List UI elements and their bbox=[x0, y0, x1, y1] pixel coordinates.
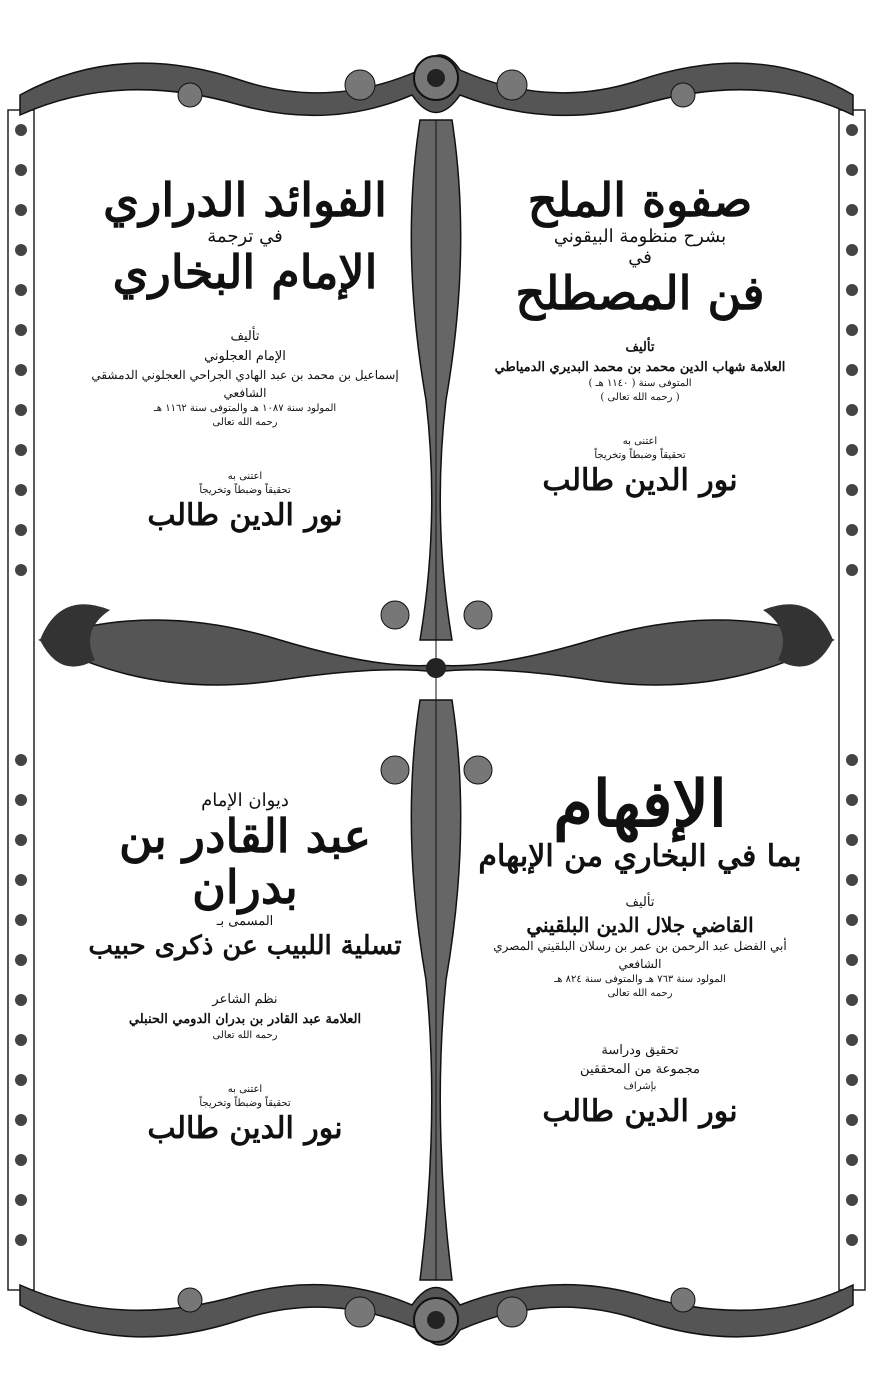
author-full-name: إسماعيل بن محمد بن عبد الهادي الجراحي العجلوني الدمشقي الشافعي bbox=[91, 368, 399, 401]
care-label: اعتنى به bbox=[227, 1084, 263, 1096]
named-label: المسمى بـ bbox=[216, 914, 274, 930]
author-dates: المولود سنة ١٠٨٧ هـ والمتوفى سنة ١١٦٢ هـ bbox=[153, 403, 337, 415]
author-prayer: رحمه الله تعالى bbox=[607, 987, 673, 999]
book-pre-title: ديوان الإمام bbox=[201, 790, 289, 811]
poet-prayer: رحمه الله تعالى bbox=[212, 1030, 278, 1042]
book-title: عبد القادر بن بدران bbox=[118, 809, 372, 914]
editor-name: نور الدين طالب bbox=[542, 1093, 738, 1129]
supervision-label: بإشراف bbox=[623, 1080, 657, 1092]
author-dates: المولود سنة ٧٦٣ هـ والمتوفى سنة ٨٢٤ هـ bbox=[554, 973, 726, 985]
author-title: القاضي جلال الدين البلقيني bbox=[526, 912, 754, 937]
care-description: تحقيقاً وضبطاً وتخريجاً bbox=[594, 450, 686, 462]
author-full-name: العلامة شهاب الدين محمد بن محمد البديري الدمياطي bbox=[494, 359, 786, 375]
poet-full-name: العلامة عبد القادر بن بدران الدومي الحنبلي bbox=[128, 1011, 362, 1027]
study-label: تحقيق ودراسة bbox=[601, 1042, 679, 1058]
author-full-name: أبي الفضل عبد الرحمن بن عمر بن رسلان البلقيني المصري الشافعي bbox=[493, 938, 787, 971]
author-dates: المتوفى سنة ( ١١٤٠ هـ ) bbox=[588, 378, 692, 390]
book-panel-safwa bbox=[470, 175, 810, 498]
care-label: اعتنى به bbox=[622, 436, 658, 448]
title-connector: في bbox=[628, 246, 652, 268]
title-connector: في ترجمة bbox=[207, 225, 283, 247]
authorship-label: تأليف bbox=[625, 340, 655, 356]
authorship-label: تأليف bbox=[230, 329, 260, 345]
care-description: تحقيقاً وضبطاً وتخريجاً bbox=[199, 1098, 291, 1110]
author-prayer: ( رحمه الله تعالى ) bbox=[600, 392, 680, 404]
editor-name: نور الدين طالب bbox=[542, 463, 738, 499]
book-title: الفوائد الدراري bbox=[103, 173, 387, 227]
care-label: اعتنى به bbox=[227, 471, 263, 483]
care-description: تحقيقاً وضبطاً وتخريجاً bbox=[199, 485, 291, 497]
study-description: مجموعة من المحققين bbox=[580, 1062, 700, 1078]
book-subtitle: بشرح منظومة البيقوني bbox=[553, 225, 727, 247]
authorship-label: تأليف bbox=[625, 895, 655, 911]
book-panel-diwan bbox=[70, 790, 420, 1146]
book-title: الإفهام bbox=[553, 767, 727, 842]
book-subject: الإمام البخاري bbox=[112, 244, 378, 299]
editor-name: نور الدين طالب bbox=[147, 1111, 343, 1147]
book-subtitle: بما في البخاري من الإبهام bbox=[478, 839, 802, 875]
editor-name: نور الدين طالب bbox=[147, 498, 343, 534]
book-subtitle: تسلية اللبيب عن ذكرى حبيب bbox=[88, 930, 402, 961]
book-subject: فن المصطلح bbox=[515, 265, 765, 320]
author-prayer: رحمه الله تعالى bbox=[212, 417, 278, 429]
book-panel-fawaid bbox=[70, 175, 420, 533]
book-panel-ifham bbox=[470, 767, 810, 1129]
poet-label: نظم الشاعر bbox=[212, 992, 278, 1008]
book-title: صفوة الملح bbox=[527, 173, 753, 227]
author-title: الإمام العجلوني bbox=[204, 348, 286, 364]
